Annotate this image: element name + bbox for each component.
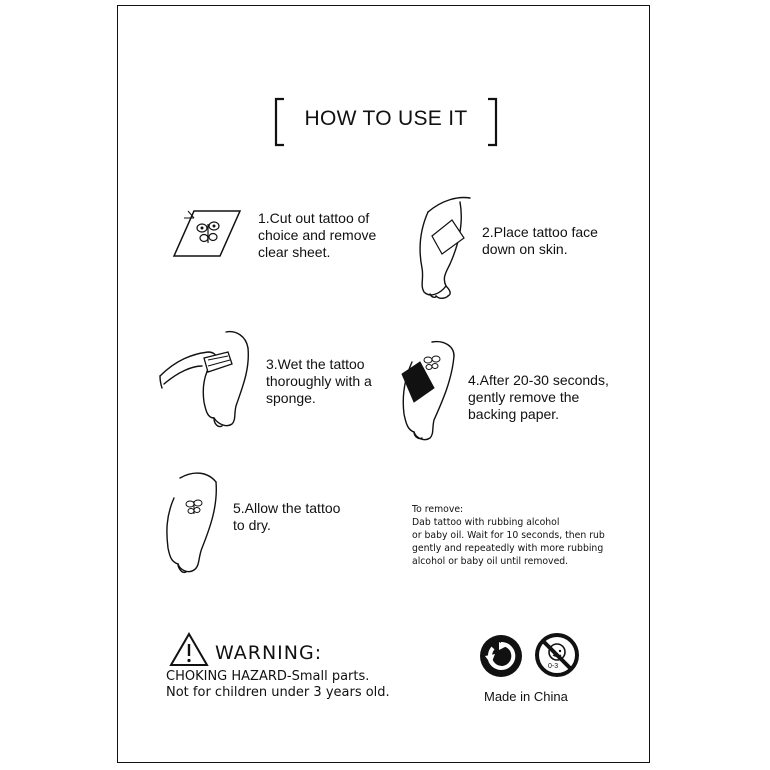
step-3-text [266, 356, 372, 407]
warning-line: CHOKING HAZARD-Small parts. [166, 669, 370, 684]
age-badge-text: 0-3 [548, 663, 559, 670]
arm-dry-icon [160, 468, 226, 578]
step-line: 2.Place tattoo face [482, 224, 598, 240]
removal-instructions [412, 503, 605, 568]
step-4-text [468, 372, 609, 423]
removal-line: To remove: [412, 504, 464, 515]
page-title-block [272, 97, 500, 147]
removal-line: or baby oil. Wait for 10 seconds, then rub [412, 530, 605, 541]
warning-line: Not for children under 3 years old. [166, 685, 390, 700]
step-line: 5.Allow the tattoo [233, 500, 341, 516]
removal-line: alcohol or baby oil until removed. [412, 556, 569, 567]
arm-peel-icon [392, 336, 464, 444]
step-line: backing paper. [468, 406, 560, 422]
step-line: 4.After 20-30 seconds, [468, 372, 609, 388]
warning-title: WARNING: [215, 642, 323, 664]
page-title: HOW TO USE IT [304, 107, 468, 130]
step-line: 1.Cut out tattoo of [258, 210, 370, 226]
step-1-text [258, 210, 376, 261]
step-5-text [233, 500, 340, 534]
arm-place-icon [406, 194, 478, 302]
step-2-text [482, 224, 598, 258]
arm-sponge-icon [156, 326, 256, 430]
warning-triangle-icon [169, 632, 209, 668]
removal-line: gently and repeatedly with more rubbing [412, 543, 604, 554]
step-line: down on skin. [482, 241, 568, 257]
origin-text: Made in China [484, 689, 568, 704]
step-line: clear sheet. [258, 244, 331, 260]
not-for-children-icon [534, 632, 580, 678]
step-line: sponge. [266, 390, 316, 406]
step-line: thoroughly with a [266, 373, 372, 389]
step-line: choice and remove [258, 227, 377, 243]
recycle-icon [479, 634, 523, 678]
cut-sheet-icon [172, 208, 242, 260]
removal-line: Dab tattoo with rubbing alcohol [412, 517, 560, 528]
step-line: to dry. [233, 517, 271, 533]
step-line: gently remove the [468, 389, 580, 405]
step-line: 3.Wet the tattoo [266, 356, 365, 372]
